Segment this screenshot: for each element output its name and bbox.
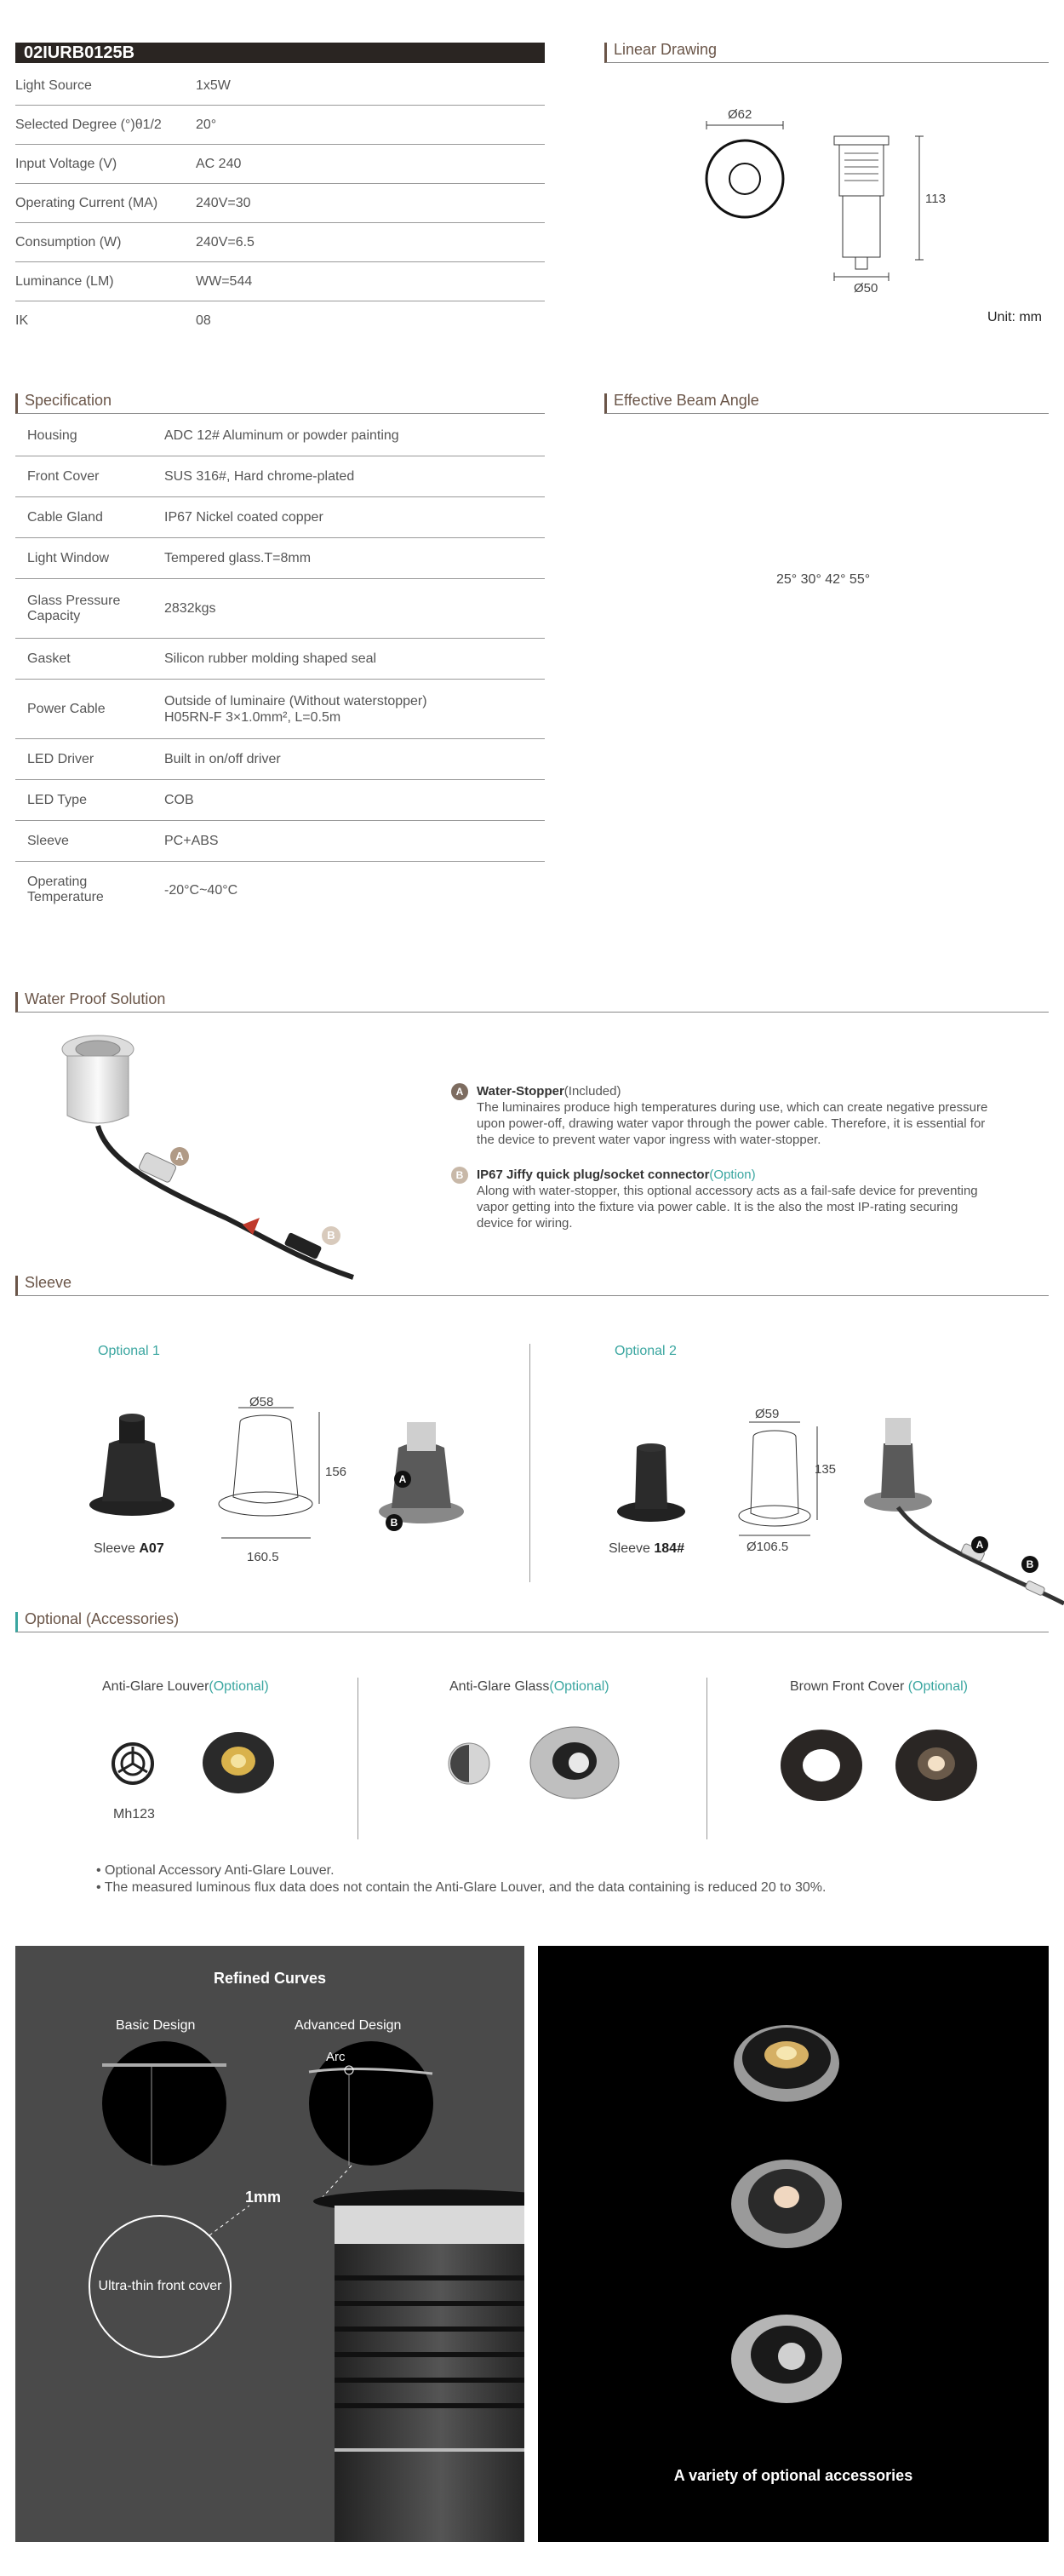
spec-value: SUS 316#, Hard chrome-plated — [164, 469, 355, 484]
spec-label: LED Type — [27, 792, 87, 807]
param-label: Luminance (LM) — [15, 273, 114, 289]
spec-value: Silicon rubber molding shaped seal — [164, 651, 377, 666]
accessory-note-1: • Optional Accessory Anti-Glare Louver. — [96, 1863, 335, 1878]
param-label: Operating Current (MA) — [15, 195, 158, 210]
param-row — [15, 184, 545, 223]
sleeve1-badge-a: A — [394, 1471, 411, 1488]
spec-value: -20°C~40°C — [164, 882, 238, 898]
item-b-text: Along with water-stopper, this optional accessory acts as a fail-safe device for preventing vapor getting into the fixture via power cable. It is the also the most IP-rating securing device for wiring. — [477, 1184, 978, 1231]
waterproof-item-a — [451, 1083, 996, 1148]
sleeve-184-dim-top: Ø59 — [755, 1407, 780, 1421]
param-label: Selected Degree (°)θ1/2 — [15, 117, 162, 132]
accessories-title: Optional (Accessories) — [15, 1612, 1049, 1632]
item-b-tag: (Option) — [709, 1168, 756, 1182]
spec-label: Gasket — [27, 651, 71, 666]
glass-product-image — [528, 1724, 621, 1801]
param-row — [15, 223, 545, 262]
beam-angle-title: Effective Beam Angle — [604, 393, 1049, 414]
badge-a-icon: A — [451, 1083, 468, 1100]
spec-label: Sleeve — [27, 833, 69, 848]
refined-title: Refined Curves — [213, 1970, 327, 1987]
beam-angles: 25° 30° 42° 55° — [776, 572, 871, 587]
param-value: 20° — [196, 117, 217, 132]
param-row — [15, 106, 545, 145]
model-header: 02IURB0125B — [15, 43, 545, 63]
spec-label: Cable Gland — [27, 509, 103, 525]
louver-icon — [111, 1741, 155, 1786]
badge-b-icon: B — [451, 1167, 468, 1184]
sleeve-option-2-label: Optional 2 — [615, 1344, 677, 1358]
spec-row — [15, 821, 545, 862]
thickness-label: 1mm — [245, 2189, 282, 2206]
spec-row — [15, 639, 545, 680]
sleeve-a07-dim-height: 156 — [325, 1465, 347, 1479]
param-value: AC 240 — [196, 156, 242, 171]
spec-label: Housing — [27, 427, 77, 443]
param-value: 08 — [196, 313, 211, 328]
spec-value: IP67 Nickel coated copper — [164, 510, 323, 525]
spec-row — [15, 456, 545, 497]
louver-product-image — [200, 1729, 277, 1797]
glass-icon — [447, 1741, 491, 1786]
sleeve-184-assembly — [860, 1409, 1064, 1605]
accessory-glass-title: Anti-Glare Glass(Optional) — [449, 1679, 609, 1694]
louver-code: Mh123 — [113, 1807, 155, 1822]
param-row — [15, 301, 545, 341]
item-a-text: The luminaires produce high temperatures during use, which can create negative pressure upon power-off, drawing water vapor through the power cable. Therefore, it is essential for the device to prevent water vapor ingress with water-stopper. — [477, 1100, 988, 1147]
spec-row — [15, 416, 545, 456]
sleeve2-badge-a: A — [971, 1536, 988, 1553]
sleeve-184-image — [613, 1431, 689, 1524]
spec-value: PC+ABS — [164, 834, 219, 848]
sleeve-title: Sleeve — [15, 1276, 1049, 1296]
parameter-table — [15, 66, 545, 341]
sleeve-a07-drawing — [213, 1403, 332, 1548]
advanced-design-label: Advanced Design — [295, 2018, 402, 2033]
spec-value: Outside of luminaire (Without waterstopper) H05RN-F 3×1.0mm², L=0.5m — [164, 693, 427, 725]
sleeve-184-drawing — [732, 1418, 837, 1546]
waterproof-item-b — [451, 1167, 996, 1231]
sleeve1-badge-b: B — [386, 1514, 403, 1531]
linear-drawing-figure — [698, 106, 953, 311]
variety-panel — [538, 1946, 1049, 2542]
param-value: WW=544 — [196, 273, 253, 289]
ultra-thin-label: Ultra-thin front cover — [98, 2279, 222, 2293]
param-row — [15, 262, 545, 301]
refined-curves-panel — [15, 1946, 524, 2542]
sleeve-a07-image — [85, 1409, 179, 1520]
sleeve-a07-dim-top: Ø58 — [249, 1395, 274, 1409]
accessories-divider-2 — [706, 1678, 707, 1839]
spec-label: Operating Temperature — [27, 875, 104, 904]
spec-value: ADC 12# Aluminum or powder painting — [164, 428, 399, 443]
param-value: 1x5W — [196, 77, 231, 93]
param-row — [15, 66, 545, 106]
unit-label: Unit: mm — [987, 310, 1042, 324]
linear-drawing-title: Linear Drawing — [604, 43, 1049, 63]
spec-label: Light Window — [27, 550, 110, 565]
spec-row — [15, 680, 545, 739]
dim-height: 113 — [925, 192, 946, 206]
dim-diameter-top: Ø62 — [728, 107, 752, 122]
spec-label: Power Cable — [27, 701, 106, 716]
badge-a-marker: A — [170, 1147, 189, 1166]
arc-label: Arc — [326, 2050, 346, 2064]
dim-diameter-bottom: Ø50 — [854, 281, 878, 295]
spec-label: Front Cover — [27, 468, 100, 484]
accessory-cover-title: Brown Front Cover (Optional) — [790, 1679, 968, 1694]
param-row — [15, 145, 545, 184]
sleeve-184-dim-bottom: Ø106.5 — [747, 1540, 789, 1554]
param-label: Input Voltage (V) — [15, 156, 117, 171]
sleeve-divider — [529, 1344, 530, 1582]
item-b-name: IP67 Jiffy quick plug/socket connector — [477, 1168, 710, 1182]
spec-label: Glass Pressure Capacity — [27, 593, 121, 623]
spec-row — [15, 862, 545, 918]
spec-value: Tempered glass.T=8mm — [164, 551, 312, 565]
waterproof-title: Water Proof Solution — [15, 992, 1049, 1013]
accessory-note-2: • The measured luminous flux data does not contain the Anti-Glare Louver, and the data containing is reduced 20 to 30%. — [96, 1880, 827, 1895]
spec-row — [15, 739, 545, 780]
param-label: Consumption (W) — [15, 234, 122, 250]
param-value: 240V=6.5 — [196, 234, 255, 250]
sleeve-184-name: Sleeve 184# — [609, 1541, 684, 1556]
variety-caption: A variety of optional accessories — [673, 2467, 913, 2484]
spec-value: Built in on/off driver — [164, 752, 281, 766]
sleeve2-badge-b: B — [1021, 1556, 1038, 1573]
basic-design-label: Basic Design — [116, 2018, 196, 2033]
waterproof-illustration — [47, 1022, 387, 1294]
spec-value: COB — [164, 793, 194, 807]
spec-value: 2832kgs — [164, 601, 216, 616]
badge-b-marker: B — [322, 1226, 340, 1245]
accessory-louver-title: Anti-Glare Louver(Optional) — [102, 1679, 269, 1694]
sleeve-a07-dim-bottom: 160.5 — [247, 1550, 279, 1564]
spec-row — [15, 780, 545, 821]
specification-title: Specification — [15, 393, 545, 414]
spec-row — [15, 579, 545, 639]
sleeve-184-dim-height: 135 — [815, 1462, 837, 1477]
sleeve-option-1-label: Optional 1 — [98, 1344, 160, 1358]
sleeve-a07-name: Sleeve A07 — [94, 1541, 164, 1556]
param-label: IK — [15, 313, 29, 328]
param-label: Light Source — [15, 77, 92, 93]
spec-label: LED Driver — [27, 751, 94, 766]
brown-cover-ring — [779, 1727, 864, 1804]
item-a-name: Water-Stopper — [477, 1084, 564, 1099]
specification-table — [15, 416, 545, 918]
spec-row — [15, 497, 545, 538]
item-a-tag: (Included) — [563, 1084, 621, 1099]
brown-cover-product-image — [894, 1727, 979, 1804]
param-value: 240V=30 — [196, 195, 251, 210]
spec-row — [15, 538, 545, 579]
